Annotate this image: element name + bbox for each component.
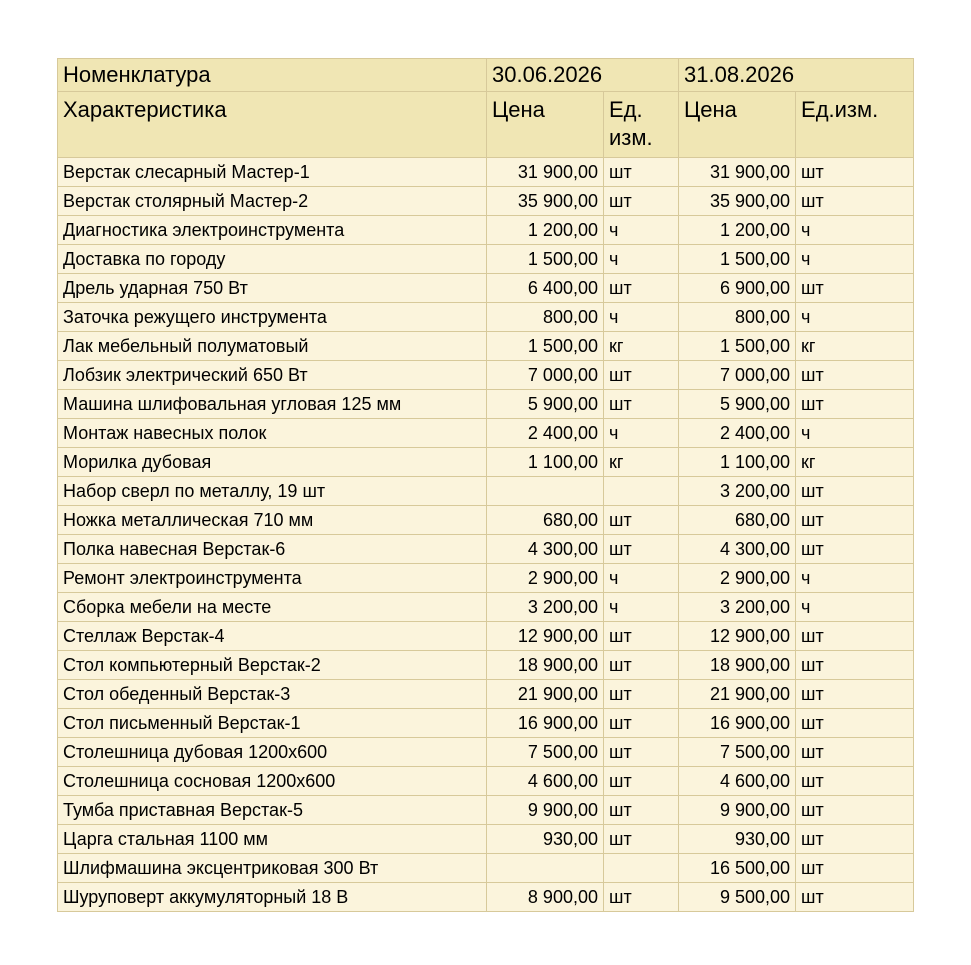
price-period-1: 1 500,00 [487, 332, 604, 361]
header-unit-1: Ед. изм. [604, 92, 679, 158]
table-row [58, 187, 914, 216]
price-period-2: 18 900,00 [679, 651, 796, 680]
unit-period-1: шт [604, 767, 679, 796]
item-name: Стеллаж Верстак-4 [58, 622, 487, 651]
unit-period-2: ч [796, 419, 914, 448]
price-period-1: 930,00 [487, 825, 604, 854]
price-period-2: 7 500,00 [679, 738, 796, 767]
unit-period-2: шт [796, 187, 914, 216]
unit-period-2: шт [796, 535, 914, 564]
table-row [58, 419, 914, 448]
table-row [58, 767, 914, 796]
price-period-1: 7 500,00 [487, 738, 604, 767]
item-name: Верстак столярный Мастер-2 [58, 187, 487, 216]
unit-period-2: кг [796, 448, 914, 477]
unit-period-2: ч [796, 564, 914, 593]
unit-period-2: ч [796, 593, 914, 622]
unit-period-2: шт [796, 709, 914, 738]
item-name: Доставка по городу [58, 245, 487, 274]
item-name: Шуруповерт аккумуляторный 18 В [58, 883, 487, 912]
item-name: Столешница дубовая 1200x600 [58, 738, 487, 767]
header-characteristic: Характеристика [58, 92, 487, 158]
price-period-1: 18 900,00 [487, 651, 604, 680]
item-name: Лобзик электрический 650 Вт [58, 361, 487, 390]
unit-period-1: шт [604, 390, 679, 419]
header-row-dates [58, 59, 914, 92]
item-name: Ремонт электроинструмента [58, 564, 487, 593]
unit-period-1 [604, 477, 679, 506]
unit-period-2: шт [796, 825, 914, 854]
unit-period-2: шт [796, 680, 914, 709]
price-period-1: 12 900,00 [487, 622, 604, 651]
price-period-2: 800,00 [679, 303, 796, 332]
unit-period-1: шт [604, 187, 679, 216]
price-period-2: 21 900,00 [679, 680, 796, 709]
unit-period-1: ч [604, 564, 679, 593]
unit-period-1: кг [604, 448, 679, 477]
item-name: Дрель ударная 750 Вт [58, 274, 487, 303]
unit-period-1: шт [604, 535, 679, 564]
table-row [58, 506, 914, 535]
price-period-2: 1 500,00 [679, 245, 796, 274]
price-period-1: 6 400,00 [487, 274, 604, 303]
price-period-1: 4 300,00 [487, 535, 604, 564]
price-period-2: 16 500,00 [679, 854, 796, 883]
price-period-1: 35 900,00 [487, 187, 604, 216]
price-period-2: 5 900,00 [679, 390, 796, 419]
unit-period-1: шт [604, 158, 679, 187]
unit-period-2: шт [796, 477, 914, 506]
unit-period-2: шт [796, 738, 914, 767]
price-period-1: 4 600,00 [487, 767, 604, 796]
price-period-2: 930,00 [679, 825, 796, 854]
price-period-1 [487, 477, 604, 506]
price-period-1: 1 500,00 [487, 245, 604, 274]
table-row [58, 303, 914, 332]
price-period-2: 9 900,00 [679, 796, 796, 825]
price-period-2: 1 100,00 [679, 448, 796, 477]
unit-period-1: шт [604, 883, 679, 912]
item-name: Стол компьютерный Верстак-2 [58, 651, 487, 680]
table-row [58, 158, 914, 187]
price-period-2: 2 900,00 [679, 564, 796, 593]
unit-period-2: ч [796, 303, 914, 332]
price-period-1: 2 400,00 [487, 419, 604, 448]
unit-period-2: шт [796, 274, 914, 303]
price-period-2: 16 900,00 [679, 709, 796, 738]
unit-period-2: ч [796, 216, 914, 245]
header-period-date-1: 30.06.2026 [487, 59, 679, 92]
table-row [58, 622, 914, 651]
price-period-2: 1 200,00 [679, 216, 796, 245]
price-period-2: 7 000,00 [679, 361, 796, 390]
unit-period-1: шт [604, 738, 679, 767]
unit-period-2: шт [796, 883, 914, 912]
table-row [58, 854, 914, 883]
table-row [58, 274, 914, 303]
unit-period-2: шт [796, 651, 914, 680]
table-row [58, 680, 914, 709]
unit-period-2: шт [796, 390, 914, 419]
unit-period-2: шт [796, 158, 914, 187]
price-period-1: 680,00 [487, 506, 604, 535]
unit-period-1: шт [604, 622, 679, 651]
item-name: Столешница сосновая 1200x600 [58, 767, 487, 796]
unit-period-1: ч [604, 419, 679, 448]
price-period-1 [487, 854, 604, 883]
price-period-1: 3 200,00 [487, 593, 604, 622]
header-price-1: Цена [487, 92, 604, 158]
unit-period-2: ч [796, 245, 914, 274]
unit-period-2: шт [796, 506, 914, 535]
price-period-1: 31 900,00 [487, 158, 604, 187]
price-period-1: 1 200,00 [487, 216, 604, 245]
unit-period-1 [604, 854, 679, 883]
unit-period-1: шт [604, 825, 679, 854]
item-name: Полка навесная Верстак-6 [58, 535, 487, 564]
price-period-2: 4 600,00 [679, 767, 796, 796]
unit-period-1: ч [604, 593, 679, 622]
price-period-1: 1 100,00 [487, 448, 604, 477]
item-name: Машина шлифовальная угловая 125 мм [58, 390, 487, 419]
price-period-2: 9 500,00 [679, 883, 796, 912]
unit-period-1: шт [604, 651, 679, 680]
price-period-1: 16 900,00 [487, 709, 604, 738]
table-row [58, 593, 914, 622]
price-period-2: 2 400,00 [679, 419, 796, 448]
price-period-2: 1 500,00 [679, 332, 796, 361]
item-name: Верстак слесарный Мастер-1 [58, 158, 487, 187]
unit-period-1: шт [604, 274, 679, 303]
item-name: Стол обеденный Верстак-3 [58, 680, 487, 709]
price-period-1: 8 900,00 [487, 883, 604, 912]
unit-period-2: кг [796, 332, 914, 361]
unit-period-1: ч [604, 303, 679, 332]
unit-period-1: ч [604, 245, 679, 274]
table-row [58, 796, 914, 825]
table-row [58, 216, 914, 245]
table-row [58, 709, 914, 738]
price-period-2: 31 900,00 [679, 158, 796, 187]
table-row [58, 825, 914, 854]
price-period-2: 6 900,00 [679, 274, 796, 303]
table-row [58, 390, 914, 419]
table-row [58, 883, 914, 912]
item-name: Сборка мебели на месте [58, 593, 487, 622]
item-name: Стол письменный Верстак-1 [58, 709, 487, 738]
price-period-1: 21 900,00 [487, 680, 604, 709]
item-name: Набор сверл по металлу, 19 шт [58, 477, 487, 506]
table-row [58, 651, 914, 680]
item-name: Шлифмашина эксцентриковая 300 Вт [58, 854, 487, 883]
header-row-columns [58, 92, 914, 158]
header-period-date-2: 31.08.2026 [679, 59, 914, 92]
price-period-1: 9 900,00 [487, 796, 604, 825]
price-period-2: 680,00 [679, 506, 796, 535]
unit-period-2: шт [796, 767, 914, 796]
price-period-1: 2 900,00 [487, 564, 604, 593]
item-name: Монтаж навесных полок [58, 419, 487, 448]
unit-period-1: шт [604, 709, 679, 738]
unit-period-1: ч [604, 216, 679, 245]
unit-period-1: кг [604, 332, 679, 361]
item-name: Лак мебельный полуматовый [58, 332, 487, 361]
item-name: Ножка металлическая 710 мм [58, 506, 487, 535]
table-row [58, 448, 914, 477]
unit-period-1: шт [604, 361, 679, 390]
price-report-table [57, 58, 914, 912]
table-row [58, 564, 914, 593]
header-price-2: Цена [679, 92, 796, 158]
price-period-1: 5 900,00 [487, 390, 604, 419]
table-row [58, 477, 914, 506]
unit-period-1: шт [604, 506, 679, 535]
header-nomenclature: Номенклатура [58, 59, 487, 92]
item-name: Царга стальная 1100 мм [58, 825, 487, 854]
unit-period-1: шт [604, 680, 679, 709]
unit-period-2: шт [796, 622, 914, 651]
item-name: Тумба приставная Верстак-5 [58, 796, 487, 825]
table-row [58, 245, 914, 274]
table-row [58, 332, 914, 361]
price-period-2: 12 900,00 [679, 622, 796, 651]
header-unit-2: Ед.изм. [796, 92, 914, 158]
table-row [58, 535, 914, 564]
unit-period-1: шт [604, 796, 679, 825]
unit-period-2: шт [796, 854, 914, 883]
price-period-2: 3 200,00 [679, 593, 796, 622]
table-row [58, 738, 914, 767]
price-period-2: 4 300,00 [679, 535, 796, 564]
price-period-2: 3 200,00 [679, 477, 796, 506]
item-name: Морилка дубовая [58, 448, 487, 477]
item-name: Диагностика электроинструмента [58, 216, 487, 245]
unit-period-2: шт [796, 361, 914, 390]
price-period-1: 800,00 [487, 303, 604, 332]
price-period-1: 7 000,00 [487, 361, 604, 390]
item-name: Заточка режущего инструмента [58, 303, 487, 332]
table-row [58, 361, 914, 390]
unit-period-2: шт [796, 796, 914, 825]
price-period-2: 35 900,00 [679, 187, 796, 216]
